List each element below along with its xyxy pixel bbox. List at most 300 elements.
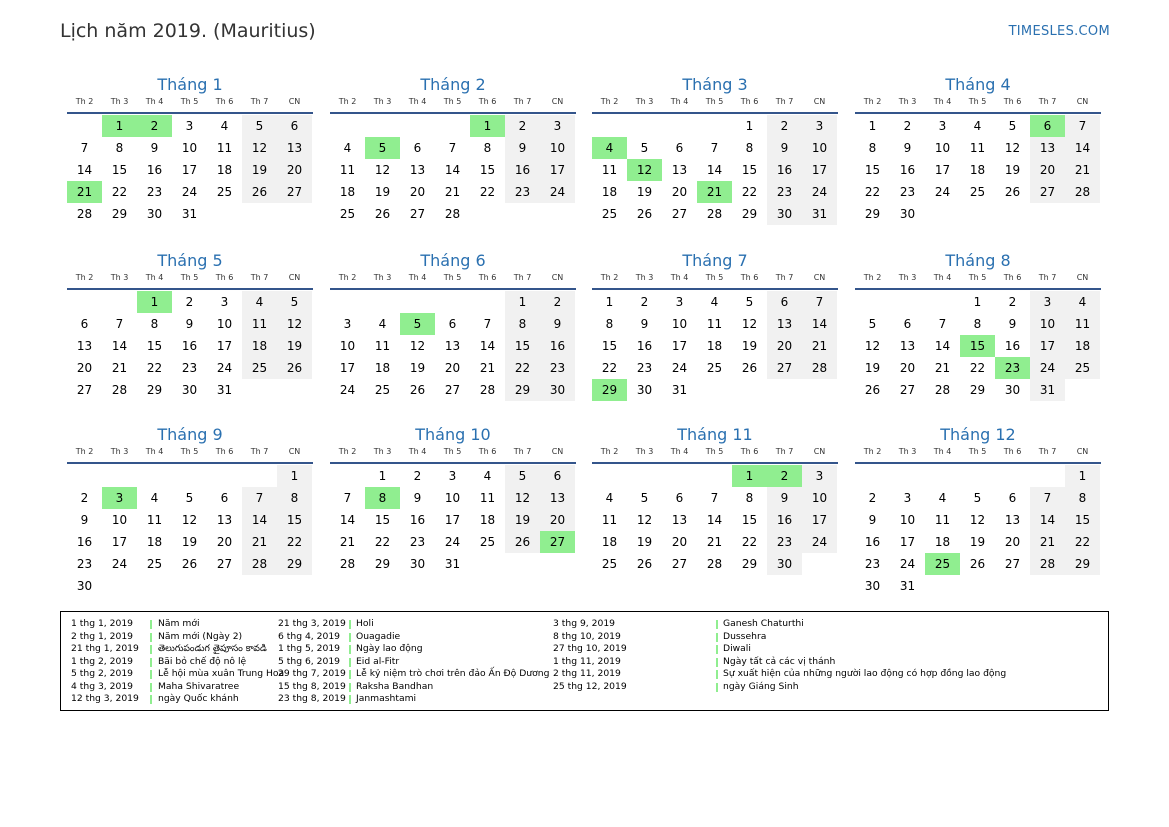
weekend-day-cell[interactable]: 25	[1065, 357, 1100, 379]
weekend-day-cell[interactable]: 1	[277, 465, 312, 487]
weekend-day-cell[interactable]: 17	[802, 159, 837, 181]
weekend-day-cell[interactable]: 28	[802, 357, 837, 379]
weekend-day-cell[interactable]: 13	[540, 487, 575, 509]
day-cell[interactable]: 11	[601, 513, 618, 527]
day-cell[interactable]: 18	[146, 535, 163, 549]
day-cell[interactable]: 24	[111, 557, 128, 571]
day-cell[interactable]: 7	[343, 491, 352, 505]
weekend-day-cell[interactable]: 27	[1030, 181, 1065, 203]
day-cell[interactable]: 8	[483, 141, 492, 155]
day-cell[interactable]: 19	[636, 535, 653, 549]
day-cell[interactable]: 6	[675, 491, 684, 505]
day-cell[interactable]: 12	[864, 339, 881, 353]
day-cell[interactable]: 21	[479, 361, 496, 375]
day-cell[interactable]: 9	[640, 317, 649, 331]
weekend-day-cell[interactable]: 17	[1030, 335, 1065, 357]
weekend-day-cell[interactable]: 5	[277, 291, 312, 313]
day-cell[interactable]: 17	[934, 163, 951, 177]
day-cell[interactable]: 13	[409, 163, 426, 177]
day-cell[interactable]: 15	[741, 513, 758, 527]
holiday-day-cell[interactable]: 6	[1030, 115, 1065, 137]
day-cell[interactable]: 17	[339, 361, 356, 375]
day-cell[interactable]: 18	[601, 535, 618, 549]
day-cell[interactable]: 23	[146, 185, 163, 199]
weekend-day-cell[interactable]: 20	[1030, 159, 1065, 181]
day-cell[interactable]: 9	[413, 491, 422, 505]
day-cell[interactable]: 4	[605, 491, 614, 505]
weekend-day-cell[interactable]: 22	[505, 357, 540, 379]
day-cell[interactable]: 29	[741, 557, 758, 571]
day-cell[interactable]: 13	[444, 339, 461, 353]
day-cell[interactable]: 13	[899, 339, 916, 353]
day-cell[interactable]: 6	[413, 141, 422, 155]
weekend-day-cell[interactable]: 9	[767, 487, 802, 509]
day-cell[interactable]: 22	[741, 185, 758, 199]
day-cell[interactable]: 3	[185, 119, 194, 133]
day-cell[interactable]: 11	[934, 513, 951, 527]
day-cell[interactable]: 24	[216, 361, 233, 375]
day-cell[interactable]: 28	[111, 383, 128, 397]
day-cell[interactable]: 27	[216, 557, 233, 571]
weekend-day-cell[interactable]: 14	[1065, 137, 1100, 159]
day-cell[interactable]: 12	[969, 513, 986, 527]
day-cell[interactable]: 7	[710, 491, 719, 505]
holiday-day-cell[interactable]: 1	[102, 115, 137, 137]
weekend-day-cell[interactable]: 12	[277, 313, 312, 335]
weekend-day-cell[interactable]: 13	[1030, 137, 1065, 159]
day-cell[interactable]: 17	[216, 339, 233, 353]
day-cell[interactable]: 28	[706, 207, 723, 221]
holiday-day-cell[interactable]: 1	[470, 115, 505, 137]
day-cell[interactable]: 9	[185, 317, 194, 331]
weekend-day-cell[interactable]: 23	[767, 531, 802, 553]
holiday-day-cell[interactable]: 12	[627, 159, 662, 181]
weekend-day-cell[interactable]: 14	[802, 313, 837, 335]
weekend-day-cell[interactable]: 24	[1030, 357, 1065, 379]
day-cell[interactable]: 22	[601, 361, 618, 375]
weekend-day-cell[interactable]: 28	[242, 553, 277, 575]
weekend-day-cell[interactable]: 16	[767, 509, 802, 531]
day-cell[interactable]: 19	[864, 361, 881, 375]
day-cell[interactable]: 12	[409, 339, 426, 353]
day-cell[interactable]: 19	[409, 361, 426, 375]
weekend-day-cell[interactable]: 9	[767, 137, 802, 159]
day-cell[interactable]: 11	[216, 141, 233, 155]
weekend-day-cell[interactable]: 17	[540, 159, 575, 181]
day-cell[interactable]: 18	[706, 339, 723, 353]
weekend-day-cell[interactable]: 29	[277, 553, 312, 575]
day-cell[interactable]: 19	[969, 535, 986, 549]
holiday-day-cell[interactable]: 5	[400, 313, 435, 335]
day-cell[interactable]: 10	[444, 491, 461, 505]
day-cell[interactable]: 26	[636, 207, 653, 221]
day-cell[interactable]: 24	[671, 361, 688, 375]
day-cell[interactable]: 11	[374, 339, 391, 353]
day-cell[interactable]: 11	[706, 317, 723, 331]
day-cell[interactable]: 18	[216, 163, 233, 177]
day-cell[interactable]: 31	[899, 579, 916, 593]
day-cell[interactable]: 16	[1004, 339, 1021, 353]
day-cell[interactable]: 27	[409, 207, 426, 221]
day-cell[interactable]: 28	[444, 207, 461, 221]
weekend-day-cell[interactable]: 8	[277, 487, 312, 509]
day-cell[interactable]: 21	[934, 361, 951, 375]
day-cell[interactable]: 25	[969, 185, 986, 199]
weekend-day-cell[interactable]: 8	[505, 313, 540, 335]
holiday-day-cell[interactable]: 2	[137, 115, 172, 137]
weekend-day-cell[interactable]: 19	[242, 159, 277, 181]
day-cell[interactable]: 11	[601, 163, 618, 177]
day-cell[interactable]: 2	[80, 491, 89, 505]
day-cell[interactable]: 4	[378, 317, 387, 331]
day-cell[interactable]: 30	[76, 579, 93, 593]
day-cell[interactable]: 16	[899, 163, 916, 177]
day-cell[interactable]: 13	[1004, 513, 1021, 527]
day-cell[interactable]: 27	[899, 383, 916, 397]
day-cell[interactable]: 9	[150, 141, 159, 155]
weekend-day-cell[interactable]: 23	[767, 181, 802, 203]
weekend-day-cell[interactable]: 30	[540, 379, 575, 401]
weekend-day-cell[interactable]: 7	[242, 487, 277, 509]
day-cell[interactable]: 6	[1008, 491, 1017, 505]
day-cell[interactable]: 20	[671, 535, 688, 549]
weekend-day-cell[interactable]: 30	[767, 553, 802, 575]
weekend-day-cell[interactable]: 21	[1030, 531, 1065, 553]
weekend-day-cell[interactable]: 27	[767, 357, 802, 379]
day-cell[interactable]: 14	[339, 513, 356, 527]
day-cell[interactable]: 14	[706, 163, 723, 177]
weekend-day-cell[interactable]: 21	[242, 531, 277, 553]
day-cell[interactable]: 20	[671, 185, 688, 199]
weekend-day-cell[interactable]: 4	[242, 291, 277, 313]
day-cell[interactable]: 22	[864, 185, 881, 199]
day-cell[interactable]: 17	[671, 339, 688, 353]
day-cell[interactable]: 5	[745, 295, 754, 309]
day-cell[interactable]: 3	[675, 295, 684, 309]
weekend-day-cell[interactable]: 23	[505, 181, 540, 203]
day-cell[interactable]: 9	[903, 141, 912, 155]
day-cell[interactable]: 30	[146, 207, 163, 221]
day-cell[interactable]: 2	[868, 491, 877, 505]
day-cell[interactable]: 9	[868, 513, 877, 527]
day-cell[interactable]: 6	[220, 491, 229, 505]
day-cell[interactable]: 21	[706, 535, 723, 549]
day-cell[interactable]: 25	[339, 207, 356, 221]
day-cell[interactable]: 27	[444, 383, 461, 397]
day-cell[interactable]: 26	[374, 207, 391, 221]
weekend-day-cell[interactable]: 10	[802, 137, 837, 159]
weekend-day-cell[interactable]: 18	[1065, 335, 1100, 357]
weekend-day-cell[interactable]: 15	[1065, 509, 1100, 531]
day-cell[interactable]: 16	[864, 535, 881, 549]
day-cell[interactable]: 19	[636, 185, 653, 199]
weekend-day-cell[interactable]: 15	[277, 509, 312, 531]
day-cell[interactable]: 1	[973, 295, 982, 309]
weekend-day-cell[interactable]: 9	[505, 137, 540, 159]
day-cell[interactable]: 26	[636, 557, 653, 571]
day-cell[interactable]: 10	[899, 513, 916, 527]
day-cell[interactable]: 19	[181, 535, 198, 549]
weekend-day-cell[interactable]: 1	[1065, 465, 1100, 487]
day-cell[interactable]: 22	[374, 535, 391, 549]
day-cell[interactable]: 20	[216, 535, 233, 549]
day-cell[interactable]: 25	[479, 535, 496, 549]
day-cell[interactable]: 6	[448, 317, 457, 331]
day-cell[interactable]: 17	[899, 535, 916, 549]
weekend-day-cell[interactable]: 21	[802, 335, 837, 357]
day-cell[interactable]: 6	[903, 317, 912, 331]
weekend-day-cell[interactable]: 9	[540, 313, 575, 335]
day-cell[interactable]: 15	[374, 513, 391, 527]
day-cell[interactable]: 5	[640, 141, 649, 155]
day-cell[interactable]: 28	[934, 383, 951, 397]
holiday-day-cell[interactable]: 4	[592, 137, 627, 159]
day-cell[interactable]: 8	[605, 317, 614, 331]
day-cell[interactable]: 4	[973, 119, 982, 133]
day-cell[interactable]: 20	[409, 185, 426, 199]
day-cell[interactable]: 2	[640, 295, 649, 309]
weekend-day-cell[interactable]: 24	[802, 531, 837, 553]
weekend-day-cell[interactable]: 10	[1030, 313, 1065, 335]
weekend-day-cell[interactable]: 2	[767, 115, 802, 137]
day-cell[interactable]: 24	[339, 383, 356, 397]
day-cell[interactable]: 7	[938, 317, 947, 331]
day-cell[interactable]: 13	[671, 163, 688, 177]
day-cell[interactable]: 16	[636, 339, 653, 353]
day-cell[interactable]: 18	[601, 185, 618, 199]
day-cell[interactable]: 25	[146, 557, 163, 571]
day-cell[interactable]: 20	[1004, 535, 1021, 549]
weekend-day-cell[interactable]: 22	[277, 531, 312, 553]
day-cell[interactable]: 12	[1004, 141, 1021, 155]
day-cell[interactable]: 12	[374, 163, 391, 177]
day-cell[interactable]: 11	[969, 141, 986, 155]
weekend-day-cell[interactable]: 5	[505, 465, 540, 487]
day-cell[interactable]: 14	[934, 339, 951, 353]
holiday-day-cell[interactable]: 25	[925, 553, 960, 575]
day-cell[interactable]: 18	[969, 163, 986, 177]
day-cell[interactable]: 15	[864, 163, 881, 177]
day-cell[interactable]: 4	[150, 491, 159, 505]
day-cell[interactable]: 14	[111, 339, 128, 353]
day-cell[interactable]: 9	[1008, 317, 1017, 331]
day-cell[interactable]: 23	[76, 557, 93, 571]
day-cell[interactable]: 25	[374, 383, 391, 397]
day-cell[interactable]: 16	[146, 163, 163, 177]
day-cell[interactable]: 15	[146, 339, 163, 353]
day-cell[interactable]: 24	[934, 185, 951, 199]
weekend-day-cell[interactable]: 30	[767, 203, 802, 225]
day-cell[interactable]: 5	[640, 491, 649, 505]
holiday-day-cell[interactable]: 3	[102, 487, 137, 509]
day-cell[interactable]: 2	[185, 295, 194, 309]
day-cell[interactable]: 18	[339, 185, 356, 199]
weekend-day-cell[interactable]: 28	[1030, 553, 1065, 575]
day-cell[interactable]: 29	[864, 207, 881, 221]
weekend-day-cell[interactable]: 12	[505, 487, 540, 509]
day-cell[interactable]: 18	[374, 361, 391, 375]
day-cell[interactable]: 14	[444, 163, 461, 177]
day-cell[interactable]: 31	[181, 207, 198, 221]
weekend-day-cell[interactable]: 3	[1030, 291, 1065, 313]
weekend-day-cell[interactable]: 3	[802, 115, 837, 137]
day-cell[interactable]: 25	[706, 361, 723, 375]
day-cell[interactable]: 4	[483, 469, 492, 483]
weekend-day-cell[interactable]: 2	[540, 291, 575, 313]
weekend-day-cell[interactable]: 6	[277, 115, 312, 137]
day-cell[interactable]: 23	[864, 557, 881, 571]
day-cell[interactable]: 2	[1008, 295, 1017, 309]
day-cell[interactable]: 14	[479, 339, 496, 353]
day-cell[interactable]: 3	[343, 317, 352, 331]
day-cell[interactable]: 6	[675, 141, 684, 155]
day-cell[interactable]: 1	[378, 469, 387, 483]
day-cell[interactable]: 15	[111, 163, 128, 177]
holiday-day-cell[interactable]: 5	[365, 137, 400, 159]
day-cell[interactable]: 26	[181, 557, 198, 571]
day-cell[interactable]: 15	[601, 339, 618, 353]
weekend-day-cell[interactable]: 13	[277, 137, 312, 159]
day-cell[interactable]: 21	[111, 361, 128, 375]
weekend-day-cell[interactable]: 18	[242, 335, 277, 357]
day-cell[interactable]: 3	[220, 295, 229, 309]
weekend-day-cell[interactable]: 3	[802, 465, 837, 487]
holiday-day-cell[interactable]: 21	[697, 181, 732, 203]
weekend-day-cell[interactable]: 5	[242, 115, 277, 137]
weekend-day-cell[interactable]: 11	[1065, 313, 1100, 335]
day-cell[interactable]: 23	[899, 185, 916, 199]
day-cell[interactable]: 27	[671, 557, 688, 571]
day-cell[interactable]: 22	[111, 185, 128, 199]
site-brand-link[interactable]: TIMESLES.COM	[1008, 24, 1110, 39]
day-cell[interactable]: 18	[934, 535, 951, 549]
day-cell[interactable]: 11	[339, 163, 356, 177]
day-cell[interactable]: 30	[636, 383, 653, 397]
weekend-day-cell[interactable]: 3	[540, 115, 575, 137]
day-cell[interactable]: 31	[216, 383, 233, 397]
day-cell[interactable]: 5	[185, 491, 194, 505]
day-cell[interactable]: 1	[745, 119, 754, 133]
holiday-day-cell[interactable]: 29	[592, 379, 627, 401]
weekend-day-cell[interactable]: 8	[1065, 487, 1100, 509]
day-cell[interactable]: 7	[115, 317, 124, 331]
day-cell[interactable]: 14	[706, 513, 723, 527]
weekend-day-cell[interactable]: 13	[767, 313, 802, 335]
holiday-day-cell[interactable]: 23	[995, 357, 1030, 379]
weekend-day-cell[interactable]: 19	[505, 509, 540, 531]
day-cell[interactable]: 24	[181, 185, 198, 199]
weekend-day-cell[interactable]: 26	[242, 181, 277, 203]
holiday-day-cell[interactable]: 1	[732, 465, 767, 487]
day-cell[interactable]: 5	[868, 317, 877, 331]
day-cell[interactable]: 27	[671, 207, 688, 221]
day-cell[interactable]: 8	[115, 141, 124, 155]
day-cell[interactable]: 20	[899, 361, 916, 375]
day-cell[interactable]: 26	[1004, 185, 1021, 199]
weekend-day-cell[interactable]: 16	[505, 159, 540, 181]
weekend-day-cell[interactable]: 28	[1065, 181, 1100, 203]
day-cell[interactable]: 8	[868, 141, 877, 155]
day-cell[interactable]: 23	[409, 535, 426, 549]
day-cell[interactable]: 4	[343, 141, 352, 155]
day-cell[interactable]: 17	[181, 163, 198, 177]
weekend-day-cell[interactable]: 14	[1030, 509, 1065, 531]
day-cell[interactable]: 28	[479, 383, 496, 397]
day-cell[interactable]: 17	[444, 513, 461, 527]
day-cell[interactable]: 17	[111, 535, 128, 549]
weekend-day-cell[interactable]: 4	[1065, 291, 1100, 313]
weekend-day-cell[interactable]: 27	[277, 181, 312, 203]
day-cell[interactable]: 7	[483, 317, 492, 331]
day-cell[interactable]: 27	[1004, 557, 1021, 571]
weekend-day-cell[interactable]: 29	[505, 379, 540, 401]
day-cell[interactable]: 4	[220, 119, 229, 133]
weekend-day-cell[interactable]: 20	[767, 335, 802, 357]
day-cell[interactable]: 31	[444, 557, 461, 571]
weekend-day-cell[interactable]: 2	[505, 115, 540, 137]
weekend-day-cell[interactable]: 31	[802, 203, 837, 225]
day-cell[interactable]: 15	[741, 163, 758, 177]
day-cell[interactable]: 8	[973, 317, 982, 331]
day-cell[interactable]: 10	[934, 141, 951, 155]
day-cell[interactable]: 28	[76, 207, 93, 221]
weekend-day-cell[interactable]: 7	[1030, 487, 1065, 509]
weekend-day-cell[interactable]: 24	[802, 181, 837, 203]
day-cell[interactable]: 28	[339, 557, 356, 571]
day-cell[interactable]: 15	[479, 163, 496, 177]
holiday-day-cell[interactable]: 1	[137, 291, 172, 313]
day-cell[interactable]: 22	[479, 185, 496, 199]
holiday-day-cell[interactable]: 8	[365, 487, 400, 509]
day-cell[interactable]: 21	[444, 185, 461, 199]
weekend-day-cell[interactable]: 16	[540, 335, 575, 357]
weekend-day-cell[interactable]: 23	[540, 357, 575, 379]
weekend-day-cell[interactable]: 16	[767, 159, 802, 181]
day-cell[interactable]: 8	[745, 141, 754, 155]
day-cell[interactable]: 6	[80, 317, 89, 331]
day-cell[interactable]: 23	[181, 361, 198, 375]
day-cell[interactable]: 10	[339, 339, 356, 353]
day-cell[interactable]: 26	[741, 361, 758, 375]
weekend-day-cell[interactable]: 10	[540, 137, 575, 159]
weekend-day-cell[interactable]: 24	[540, 181, 575, 203]
weekend-day-cell[interactable]: 22	[1065, 531, 1100, 553]
day-cell[interactable]: 8	[150, 317, 159, 331]
day-cell[interactable]: 11	[479, 491, 496, 505]
day-cell[interactable]: 30	[409, 557, 426, 571]
day-cell[interactable]: 20	[76, 361, 93, 375]
day-cell[interactable]: 7	[448, 141, 457, 155]
weekend-day-cell[interactable]: 17	[802, 509, 837, 531]
day-cell[interactable]: 19	[374, 185, 391, 199]
day-cell[interactable]: 2	[413, 469, 422, 483]
day-cell[interactable]: 4	[710, 295, 719, 309]
day-cell[interactable]: 29	[374, 557, 391, 571]
day-cell[interactable]: 25	[216, 185, 233, 199]
day-cell[interactable]: 30	[864, 579, 881, 593]
day-cell[interactable]: 30	[1004, 383, 1021, 397]
weekend-day-cell[interactable]: 20	[277, 159, 312, 181]
day-cell[interactable]: 8	[745, 491, 754, 505]
day-cell[interactable]: 13	[216, 513, 233, 527]
weekend-day-cell[interactable]: 11	[242, 313, 277, 335]
holiday-day-cell[interactable]: 2	[767, 465, 802, 487]
day-cell[interactable]: 22	[146, 361, 163, 375]
day-cell[interactable]: 28	[706, 557, 723, 571]
day-cell[interactable]: 3	[448, 469, 457, 483]
weekend-day-cell[interactable]: 7	[802, 291, 837, 313]
day-cell[interactable]: 29	[146, 383, 163, 397]
